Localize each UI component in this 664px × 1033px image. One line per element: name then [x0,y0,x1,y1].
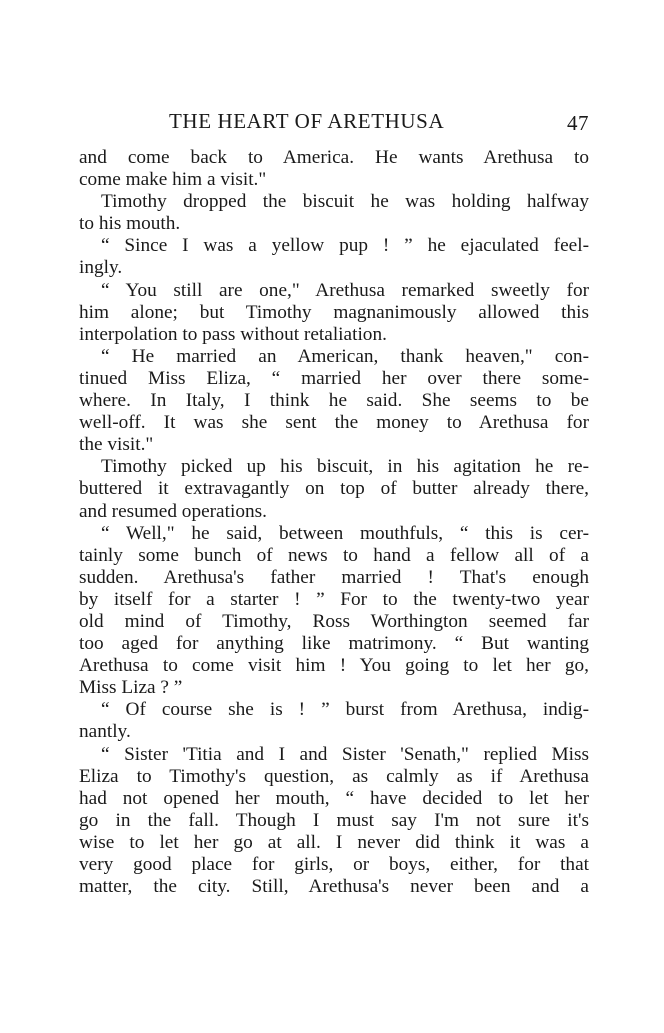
text-line: to his mouth. [79,213,181,235]
text-line: very good place for girls, or boys, either, for that [79,854,589,875]
text-line: too aged for anything like matrimony. “ But wanting [79,633,589,655]
text-line: ingly. [79,257,123,279]
running-title: THE HEART OF ARETHUSA [169,109,445,133]
text-line: Timothy dropped the biscuit he was holding halfway [101,191,589,213]
text-line: sudden. Arethusa's father married ! That's enough [79,566,589,588]
text-line: the visit." [79,434,154,456]
text-line: come make him a visit." [79,169,267,191]
text-line: tinued Miss Eliza, “ married her over there some- [79,367,589,389]
text-line: tainly some bunch of news to hand a fellow all of a [79,544,589,566]
text-line: well-off. It was she sent the money to Arethusa for [79,412,589,434]
text-line: “ Sister 'Titia and I and Sister 'Senath," replied Miss [101,743,589,765]
text-line: buttered it extravagantly on top of butter already there, [79,478,589,500]
text-line: “ Since I was a yellow pup ! ” he ejaculated feel- [101,235,589,257]
text-line: matter, the city. Still, Arethusa's never been and a [79,876,589,898]
text-line: “ You still are one," Arethusa remarked sweetly for [101,279,589,301]
text-line: “ Well," he said, between mouthfuls, “ this is cer- [101,522,589,544]
text-line: interpolation to pass without retaliation. [79,323,387,345]
text-line: nantly. [79,721,131,743]
text-line: “ Of course she is ! ” burst from Arethusa, indig- [101,699,589,721]
text-line: Eliza to Timothy's question, as calmly as if Arethusa [79,765,589,787]
text-line: “ He married an American, thank heaven," con- [101,345,589,367]
text-line: and resumed operations. [79,500,267,522]
text-line: had not opened her mouth, “ have decided to let her [79,787,589,809]
text-line: Miss Liza ? ” [79,677,183,699]
text-line: go in the fall. Though I must say I'm not sure it's [79,809,589,831]
text-line: and come back to America. He wants Arethusa to [79,147,589,168]
text-line: Timothy picked up his biscuit, in his agitation he re- [101,456,589,478]
body-text [79,147,589,898]
text-line: Arethusa to come visit him ! You going to let her go, [79,655,589,677]
running-head [79,109,589,135]
page-number: 47 [567,111,589,135]
text-line: where. In Italy, I think he said. She seems to be [79,390,589,412]
text-line: wise to let her go at all. I never did think it was a [79,831,589,853]
text-line: old mind of Timothy, Ross Worthington seemed far [79,610,589,632]
text-line: by itself for a starter ! ” For to the twenty-two year [79,588,589,610]
text-line: him alone; but Timothy magnanimously allowed this [79,301,589,323]
